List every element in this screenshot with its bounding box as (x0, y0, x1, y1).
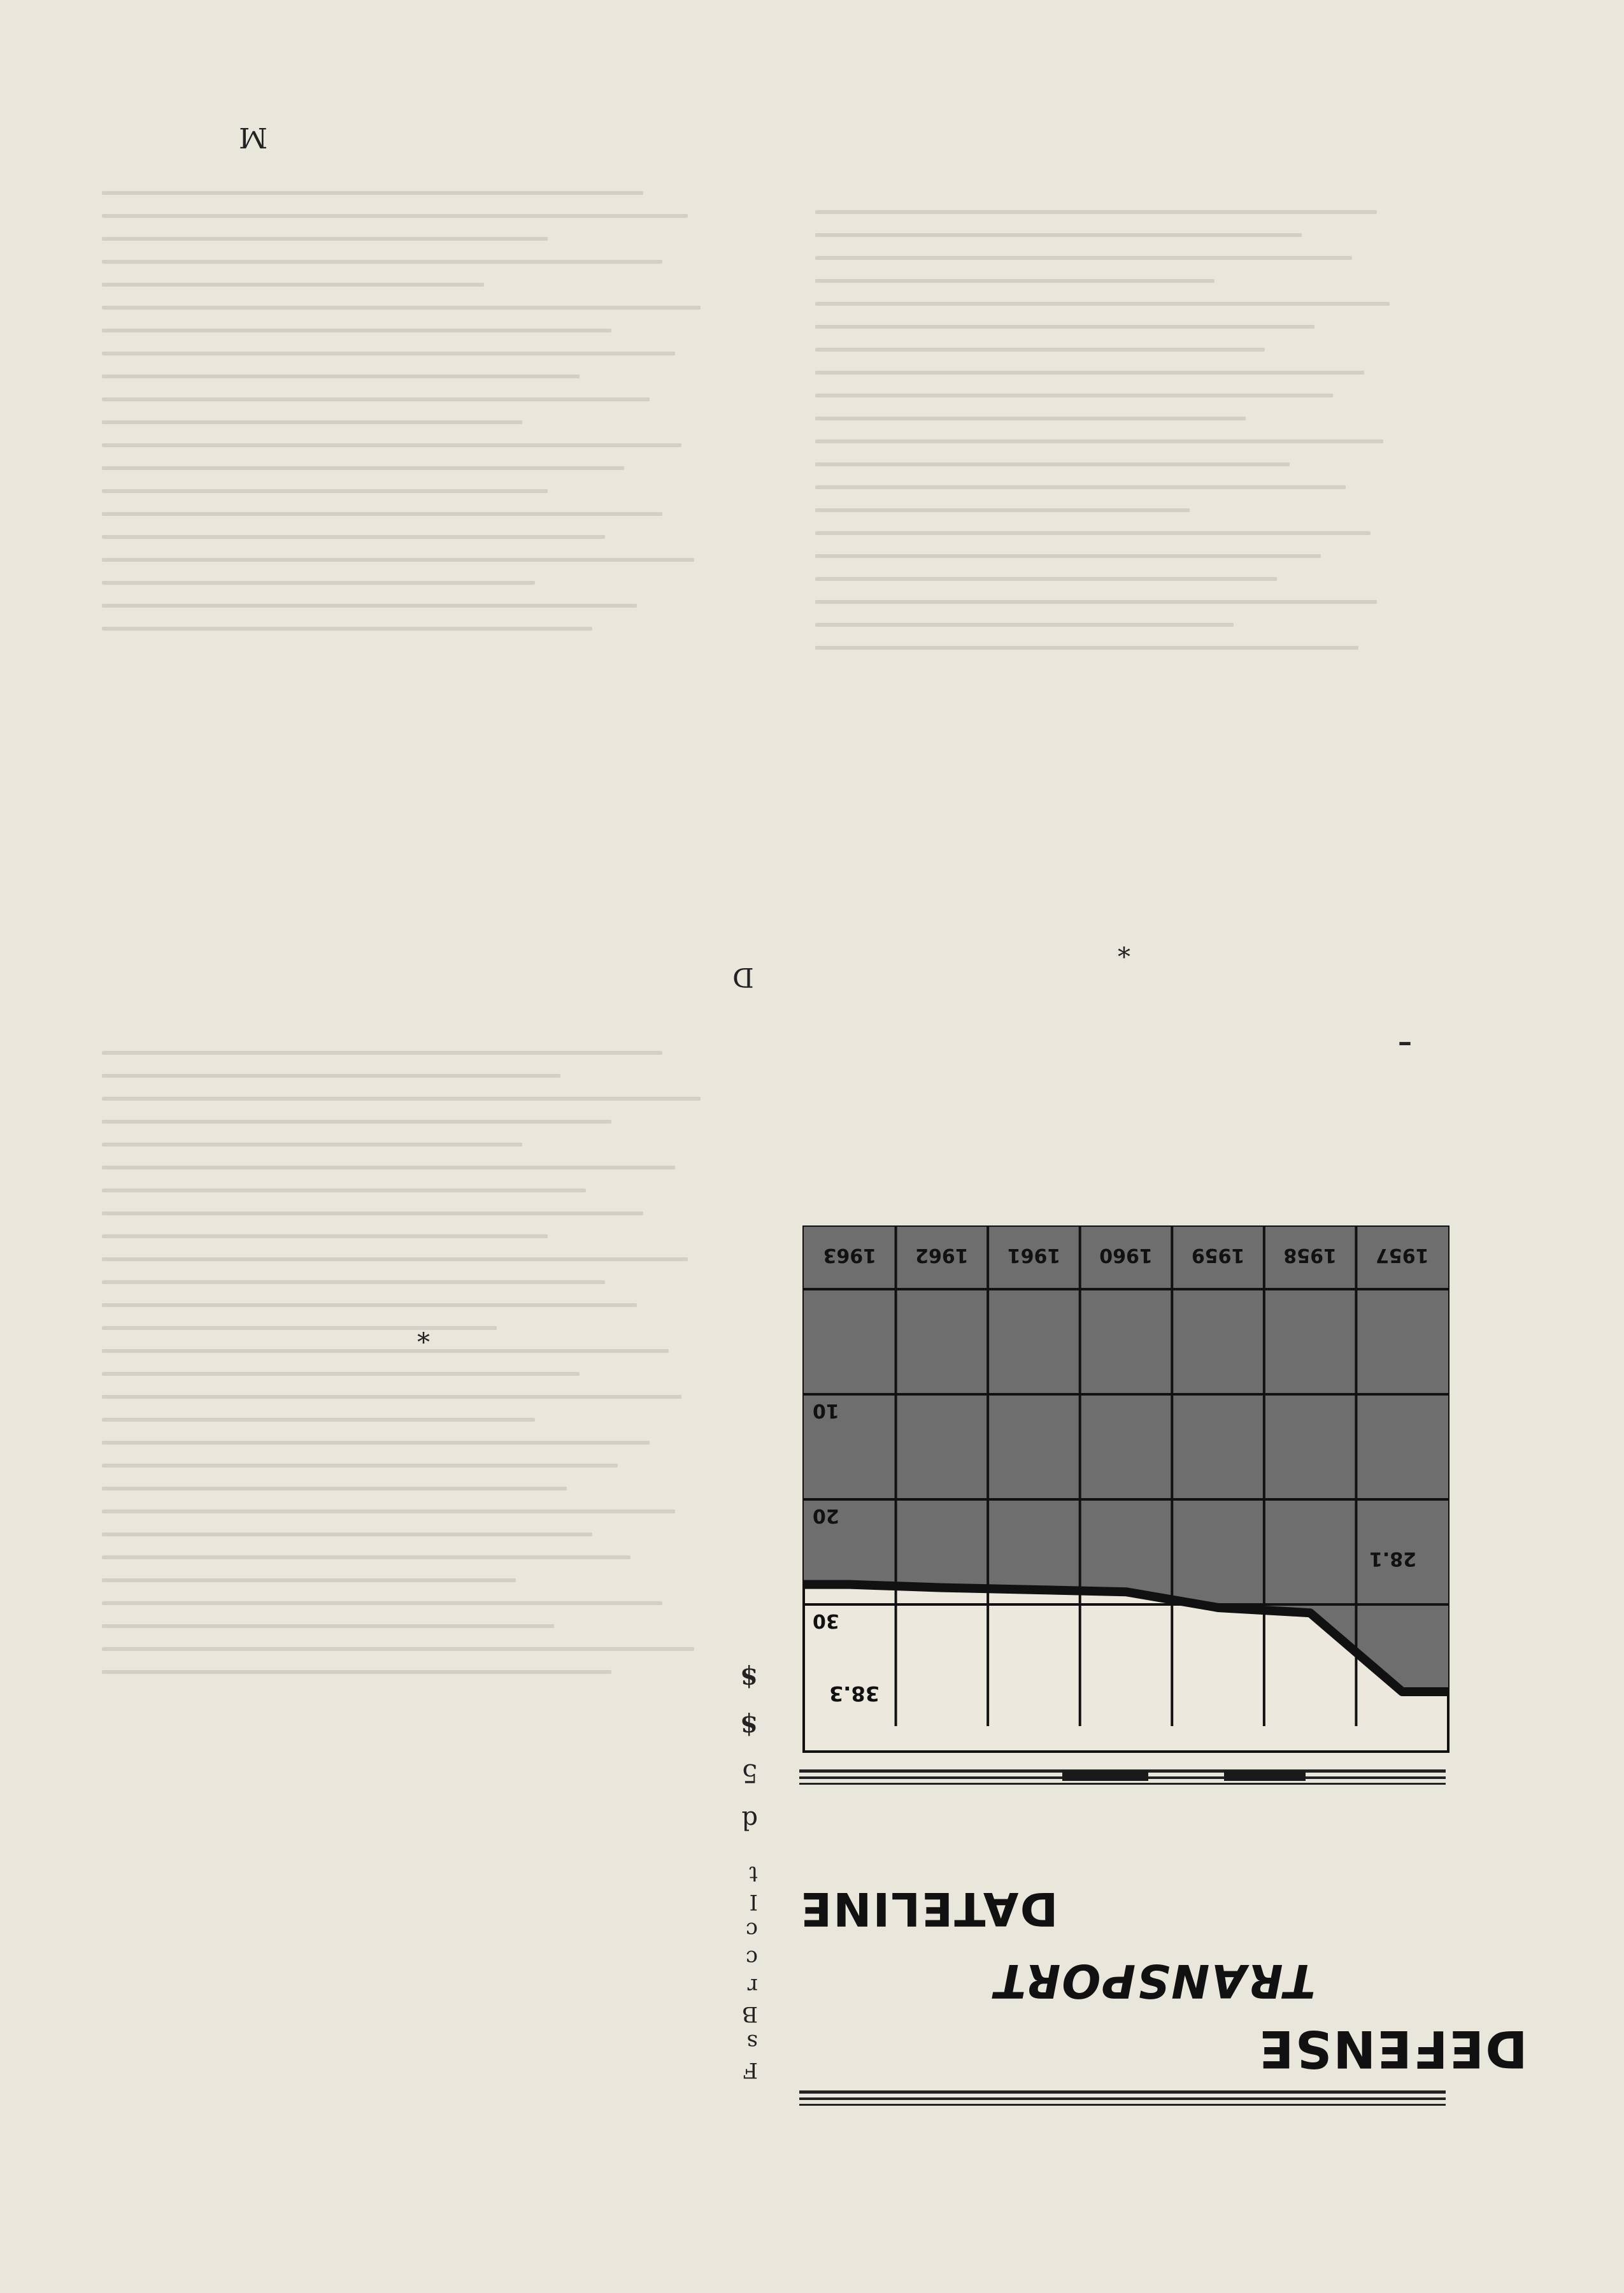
masthead-line-3: DATELINE (799, 1882, 1058, 1936)
glyph: $ (740, 1662, 758, 1692)
x-tick-label: 1960 (1099, 1244, 1153, 1266)
masthead-line-1: DEFENSE (1258, 2019, 1528, 2078)
x-tick-label: 1959 (1191, 1244, 1245, 1266)
asterisk-left: * (417, 1328, 430, 1357)
glyph: 5 (741, 1758, 758, 1787)
rule-accent (1062, 1771, 1148, 1781)
dash-mark: – (1398, 1025, 1412, 1058)
x-tick-label: 1963 (823, 1244, 877, 1266)
lower-left-bleedthrough (102, 1051, 739, 1693)
x-tick-label: 1962 (915, 1244, 969, 1266)
glyph: F (743, 2057, 758, 2083)
asterisk-right: * (1118, 943, 1130, 972)
data-label: 28.1 (1369, 1547, 1416, 1570)
glyph: r (747, 1973, 758, 1999)
glyph: t (749, 1861, 758, 1887)
glyph: I (749, 1889, 758, 1915)
rule-block-bottom (799, 2090, 1446, 2110)
x-tick-label: 1958 (1283, 1244, 1337, 1266)
chart (801, 1224, 1451, 1754)
glyph: c (745, 1945, 758, 1971)
mid-letter: D (732, 962, 754, 993)
y-tick-label: 10 (813, 1399, 839, 1422)
y-tick-label: 30 (813, 1610, 839, 1632)
masthead-line-2: TRANSPORT (994, 1954, 1316, 2008)
glyph: $ (740, 1710, 758, 1740)
rule-accent (1224, 1771, 1306, 1781)
data-label: 38.3 (829, 1681, 880, 1706)
left-column-bleedthrough (102, 191, 739, 650)
glyph-column (732, 1662, 758, 2083)
right-column-bleedthrough (815, 210, 1439, 669)
glyph: c (745, 1917, 758, 1943)
y-tick-label: 20 (813, 1504, 839, 1527)
glyph: d (741, 1805, 758, 1834)
x-tick-label: 1957 (1375, 1244, 1429, 1266)
x-tick-label: 1961 (1007, 1244, 1061, 1266)
glyph: B (742, 2001, 758, 2027)
glyph: s (746, 2029, 758, 2055)
top-letter: M (239, 121, 268, 154)
